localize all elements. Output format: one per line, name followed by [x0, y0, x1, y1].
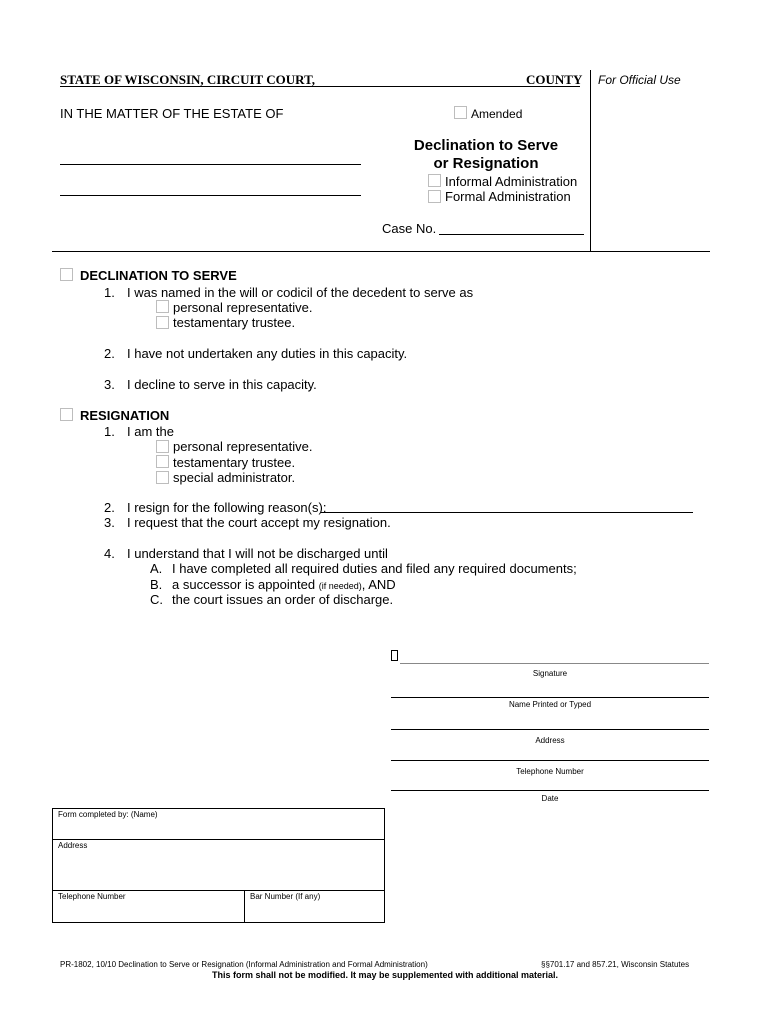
condition-c-text: the court issues an order of discharge.: [172, 592, 394, 607]
completed-by-bar-number-field[interactable]: Bar Number (If any): [250, 892, 321, 901]
resignation-reason-field[interactable]: [321, 512, 693, 513]
estate-of-label: IN THE MATTER OF THE ESTATE OF: [60, 106, 284, 121]
signature-marker-icon: [391, 650, 398, 661]
declination-testamentary-trustee-checkbox[interactable]: [156, 316, 169, 329]
official-use-divider: [590, 70, 591, 252]
county-label: COUNTY: [526, 72, 583, 87]
signer-telephone-line[interactable]: [391, 760, 709, 761]
date-label: Date: [541, 794, 559, 803]
declination-item-3-number: 3.: [104, 377, 115, 392]
declination-item-2-number: 2.: [104, 346, 115, 361]
modification-notice: This form shall not be modified. It may be supplemented with additional material.: [211, 970, 559, 980]
resignation-special-administrator-checkbox[interactable]: [156, 471, 169, 484]
condition-a-text: I have completed all required duties and filed any required documents;: [172, 561, 577, 576]
name-printed-line[interactable]: [391, 697, 709, 698]
completed-by-divider-1: [52, 839, 385, 840]
informal-administration-label: Informal Administration: [445, 174, 578, 189]
resignation-item-4-text: I understand that I will not be discharged until: [127, 546, 388, 561]
signer-telephone-label: Telephone Number: [516, 767, 584, 776]
condition-b-letter: B.: [150, 577, 163, 592]
case-number-field[interactable]: [439, 234, 584, 235]
form-id: PR-1802, 10/10 Declination to Serve or Resignation (Informal Administration and Formal Administration): [60, 960, 428, 969]
condition-b-and: , AND: [361, 577, 396, 592]
resignation-testamentary-trustee-checkbox[interactable]: [156, 455, 169, 468]
resignation-item-3-text: I request that the court accept my resignation.: [127, 515, 391, 530]
signature-line[interactable]: [400, 663, 709, 664]
declination-personal-representative-checkbox[interactable]: [156, 300, 169, 313]
completed-by-address-field[interactable]: Address: [58, 841, 88, 850]
resignation-item-3-number: 3.: [104, 515, 115, 530]
resignation-testamentary-trustee-label: testamentary trustee.: [173, 455, 296, 470]
resignation-item-4-number: 4.: [104, 546, 115, 561]
form-title-line-2: or Resignation: [433, 155, 539, 172]
signature-label: Signature: [532, 669, 568, 678]
declination-item-3-text: I decline to serve in this capacity.: [127, 377, 317, 392]
condition-b-text: [172, 577, 396, 592]
completed-by-divider-3: [244, 890, 245, 923]
declination-item-2-text: I have not undertaken any duties in this capacity.: [127, 346, 408, 361]
resignation-checkbox[interactable]: [60, 408, 73, 421]
statutes: §§701.17 and 857.21, Wisconsin Statutes: [541, 960, 690, 969]
declination-item-1-number: 1.: [104, 285, 115, 300]
declination-checkbox[interactable]: [60, 268, 73, 281]
signer-address-line[interactable]: [391, 729, 709, 730]
completed-by-name-field[interactable]: Form completed by: (Name): [58, 810, 158, 819]
resignation-item-2-text: I resign for the following reason(s):: [127, 500, 327, 515]
completed-by-telephone-field[interactable]: Telephone Number: [58, 892, 126, 901]
case-number-label: Case No.: [382, 221, 437, 236]
resignation-item-1-number: 1.: [104, 424, 115, 439]
decedent-name-line-1[interactable]: [60, 164, 361, 165]
formal-administration-checkbox[interactable]: [428, 190, 441, 203]
name-printed-label: Name Printed or Typed: [508, 700, 592, 709]
resignation-personal-representative-label: personal representative.: [173, 439, 313, 454]
official-use-label: For Official Use: [598, 73, 681, 87]
resignation-item-2-number: 2.: [104, 500, 115, 515]
condition-c-letter: C.: [150, 592, 163, 607]
declination-item-1-text: I was named in the will or codicil of the decedent to serve as: [127, 285, 474, 300]
court-heading: STATE OF WISCONSIN, CIRCUIT COURT,: [60, 72, 316, 87]
amended-checkbox[interactable]: [454, 106, 467, 119]
caption-divider: [52, 251, 710, 252]
form-title-line-1: Declination to Serve: [413, 137, 559, 154]
date-line[interactable]: [391, 790, 709, 791]
informal-administration-checkbox[interactable]: [428, 174, 441, 187]
amended-label: Amended: [471, 107, 523, 121]
formal-administration-label: Formal Administration: [445, 189, 571, 204]
signer-address-label: Address: [535, 736, 565, 745]
condition-b-note: (if needed): [318, 581, 362, 591]
completed-by-divider-2: [52, 890, 385, 891]
county-name-field[interactable]: [310, 86, 524, 87]
condition-a-letter: A.: [150, 561, 163, 576]
resignation-special-administrator-label: special administrator.: [173, 470, 296, 485]
declination-personal-representative-label: personal representative.: [173, 300, 313, 315]
declination-heading: DECLINATION TO SERVE: [80, 268, 237, 283]
resignation-item-1-text: I am the: [127, 424, 174, 439]
declination-testamentary-trustee-label: testamentary trustee.: [173, 315, 296, 330]
condition-b-main: a successor is appointed: [172, 577, 319, 592]
completed-by-box: [52, 808, 385, 923]
decedent-name-line-2[interactable]: [60, 195, 361, 196]
resignation-heading: RESIGNATION: [80, 408, 170, 423]
resignation-personal-representative-checkbox[interactable]: [156, 440, 169, 453]
